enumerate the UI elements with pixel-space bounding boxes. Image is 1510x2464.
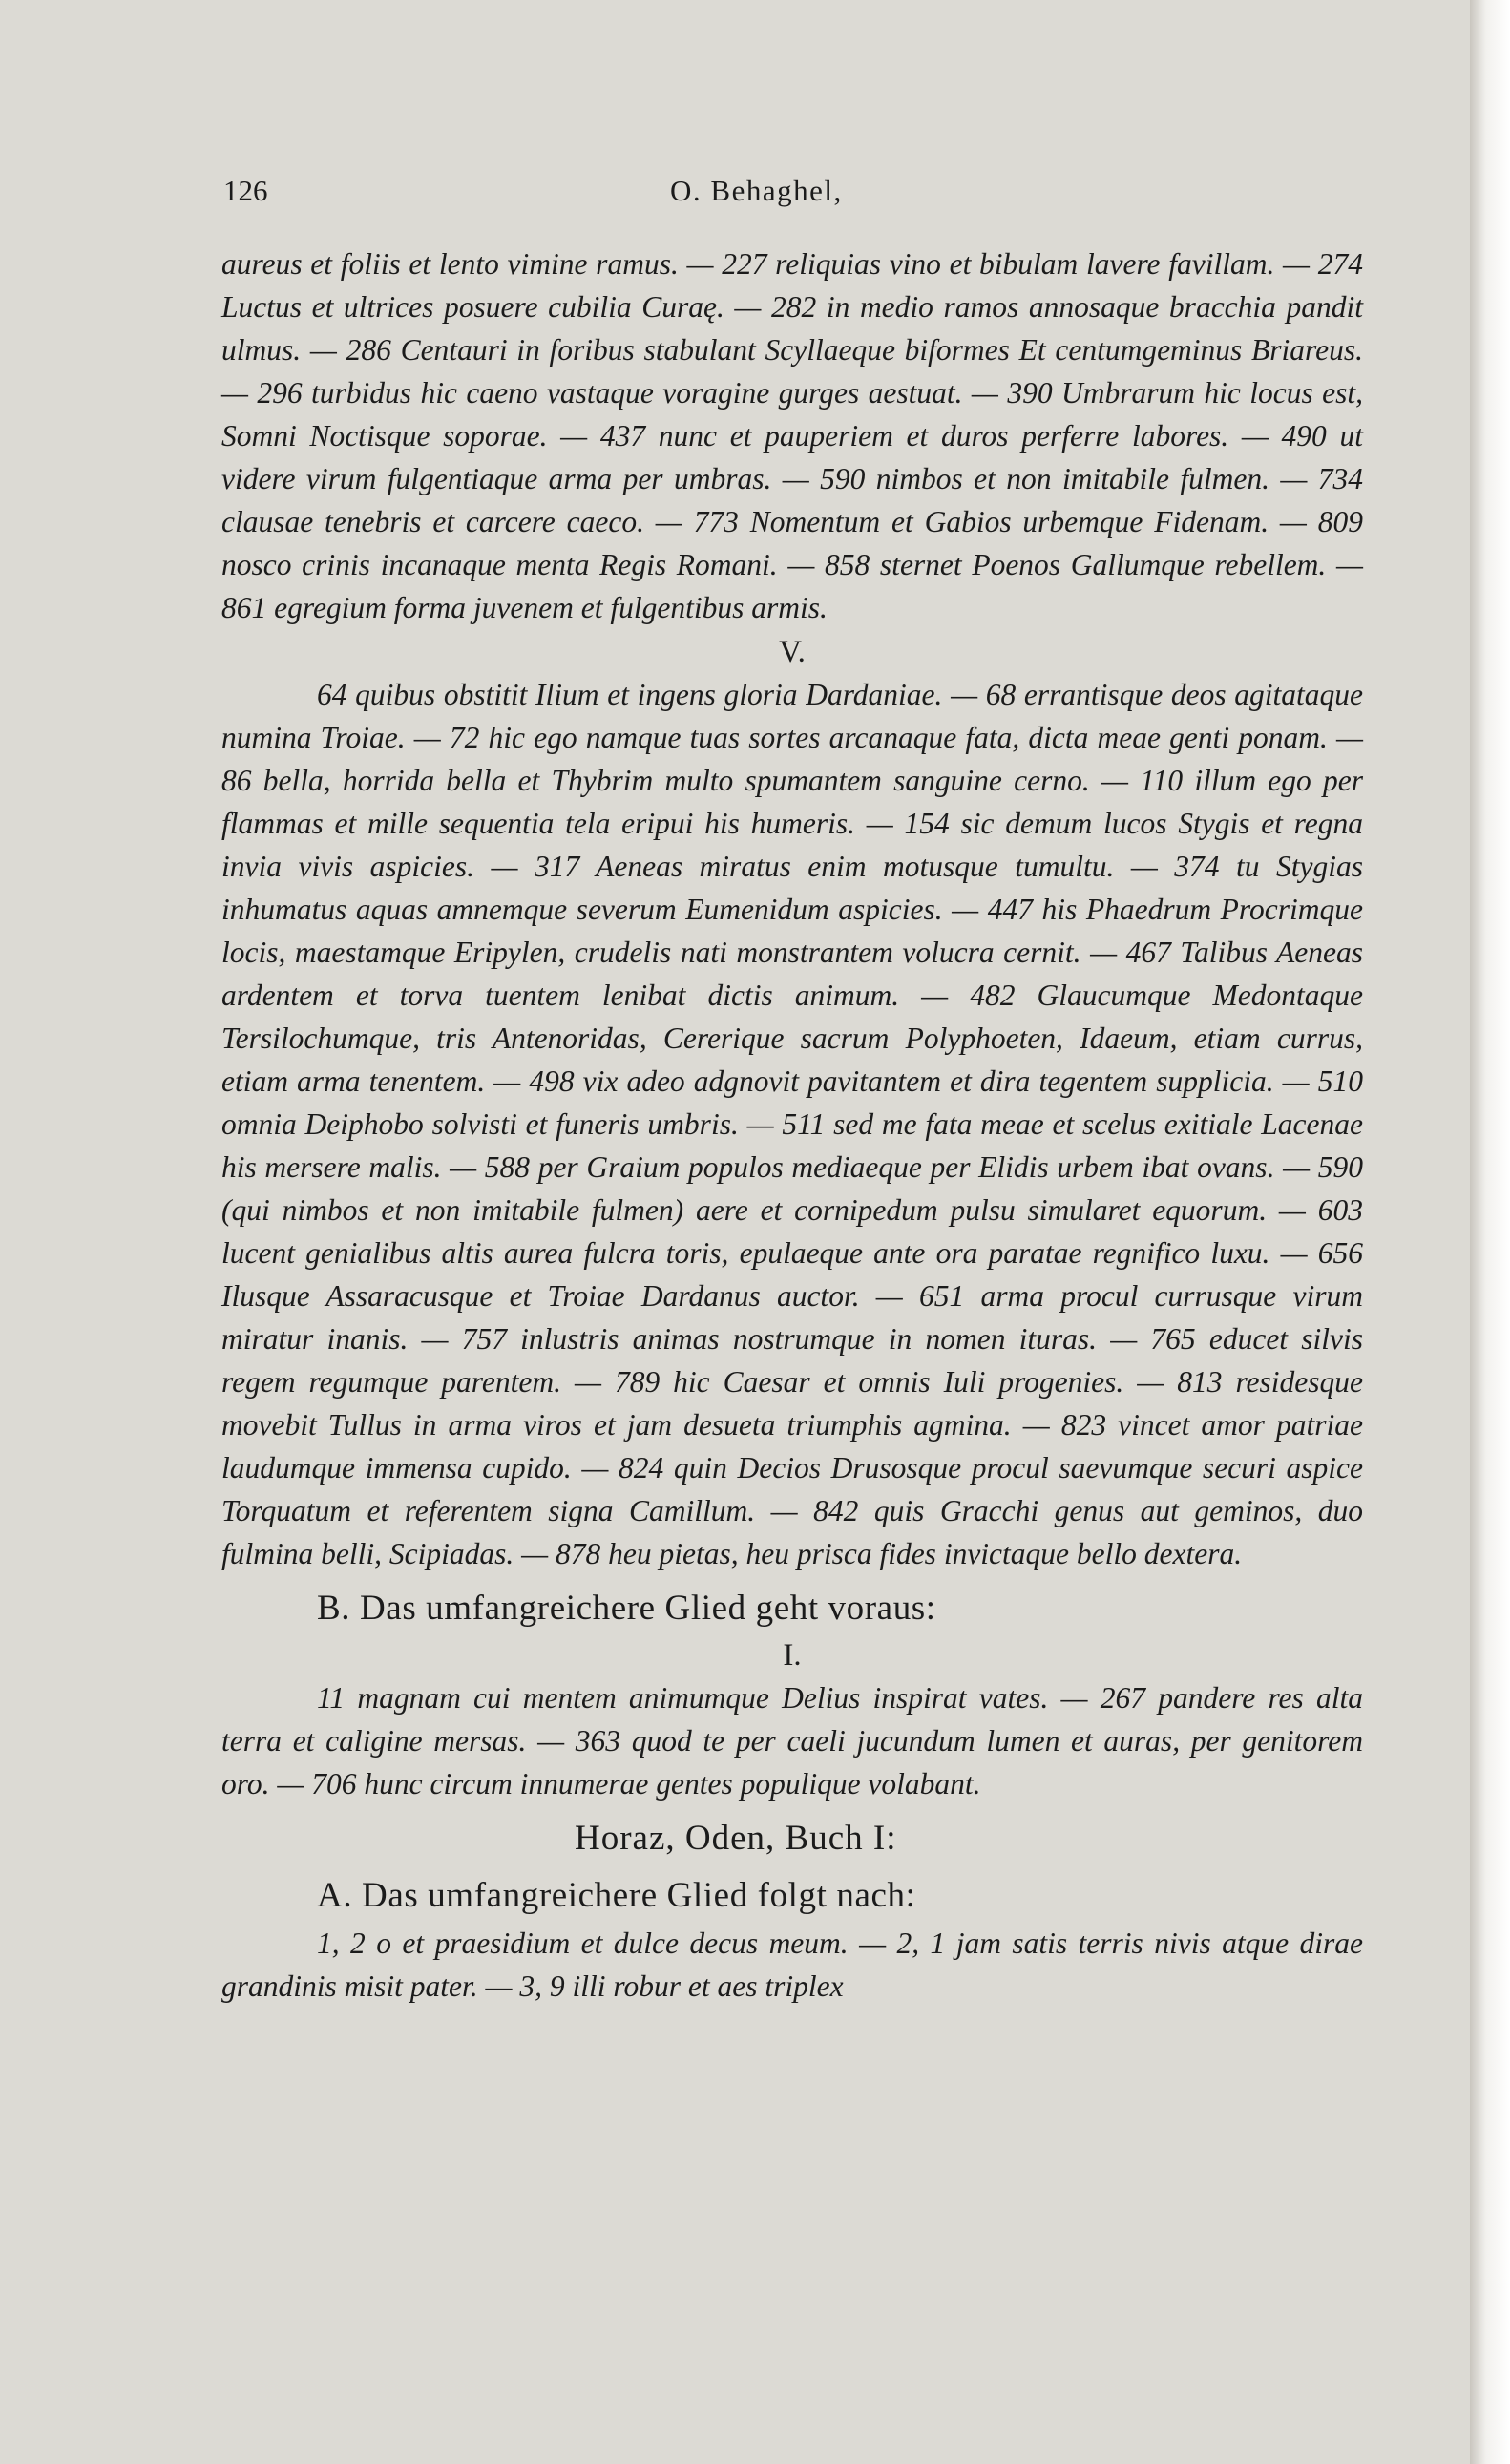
section-mark-book-v: V. — [779, 635, 806, 669]
heading-horaz-oden: Horaz, Oden, Buch I: — [575, 1819, 897, 1858]
paragraph-aeneid-i: 11 magnam cui mentem animumque Delius inspirat vates. — 267 pandere res alta terra et caligine mersas. — 363 quod te per caeli jucundum lumen et auras, per genitorem oro. — 706 hunc circum innumerae gentes populique volabant. — [221, 1681, 1363, 1801]
heading-b-preceding: B. Das umfangreichere Glied geht voraus: — [317, 1589, 936, 1628]
section-mark-book-i: I. — [783, 1638, 802, 1673]
page-edge-shadow — [1470, 0, 1510, 2464]
paragraph-horaz-odes: 1, 2 o et praesidium et dulce decus meum. — 2, 1 jam satis terris nivis atque dirae grandinis misit pater. — 3, 9 illi robur et aes triplex — [221, 1927, 1363, 2003]
paragraph-aeneid-vi-continued: aureus et foliis et lento vimine ramus. — 227 reliquias vino et bibulam lavere favillam. — 274 Luctus et ultrices posuere cubilia Curaę. — 282 in medio ramos annosaque bracchia pandit ulmus. — 286 Centauri in foribus stabulant Scyllaeque biformes Et centumgeminus Briareus. — 296 turbidus hic caeno vastaque voragine gurges aestuat. — 390 Umbrarum hic locus est, Somni Noctisque soporae. — 437 nunc et pauperiem et duros perferre labores. — 490 ut videre virum fulgentiaque arma per umbras. — 590 nimbos et non imitabile fulmen. — 734 clausae tenebris et carcere caeco. — 773 Nomentum et Gabios urbemque Fidenam. — 809 nosco crinis incanaque menta Regis Romani. — 858 sternet Poenos Gallumque rebellem. — 861 egregium forma juvenem et fulgentibus armis. — [221, 247, 1363, 624]
paragraph-aeneid-v: 64 quibus obstitit Ilium et ingens gloria Dardaniae. — 68 errantisque deos agitataque numina Troiae. — 72 hic ego namque tuas sortes arcanaque fata, dicta meae genti ponam. — 86 bella, horrida bella et Thybrim multo spumantem sanguine cerno. — 110 illum ego per flammas et mille sequentia tela eripui his humeris. — 154 sic demum lucos Stygis et regna invia vivis aspicies. — 317 Aeneas miratus enim motusque tumultu. — 374 tu Stygias inhumatus aquas amnemque severum Eumenidum aspicies. — 447 his Phaedrum Procrimque locis, maestamque Eripylen, crudelis nati monstrantem volucra cernit. — 467 Talibus Aeneas ardentem et torva tuentem lenibat dictis animum. — 482 Glaucumque Medontaque Tersilochumque, tris Antenoridas, Cererique sacrum Polyphoeten, Idaeum, etiam currus, etiam arma tenentem. — 498 vix adeo adgnovit pavitantem et dira tegentem supplicia. — 510 omnia Deiphobo solvisti et funeris umbris. — 511 sed me fata meae et scelus exitiale Lacenae his mersere malis. — 588 per Graium populos mediaeque per Elidis urbem ibat ovans. — 590 (qui nimbos et non imitabile fulmen) aere et cornipedum pulsu simularet equorum. — 603 lucent genialibus altis aurea fulcra toris, epulaeque ante ora paratae regnifico luxu. — 656 Ilusque Assaracusque et Troiae Dardanus auctor. — 651 arma procul currusque virum miratur inanis. — 757 inlustris animas nostrumque in nomen ituras. — 765 educet silvis regem regumque parentem. — 789 hic Caesar et omnis Iuli progenies. — 813 residesque movebit Tullus in arma viros et jam desueta triumphis agmina. — 823 vincet amor patriae laudumque immensa cupido. — 824 quin Decios Drusosque procul saevumque securi aspice Torquatum et referentem signa Camillum. — 842 quis Gracchi genus aut geminos, duo fulmina belli, Scipiadas. — 878 heu pietas, heu prisca fides invictaque bello dextera. — [221, 678, 1363, 1570]
heading-a-following: A. Das umfangreichere Glied folgt nach: — [317, 1876, 916, 1915]
text-column — [221, 174, 1363, 2008]
page-number: 126 — [223, 174, 268, 207]
running-head — [221, 174, 1363, 221]
running-head-author: O. Behaghel, — [670, 174, 843, 207]
